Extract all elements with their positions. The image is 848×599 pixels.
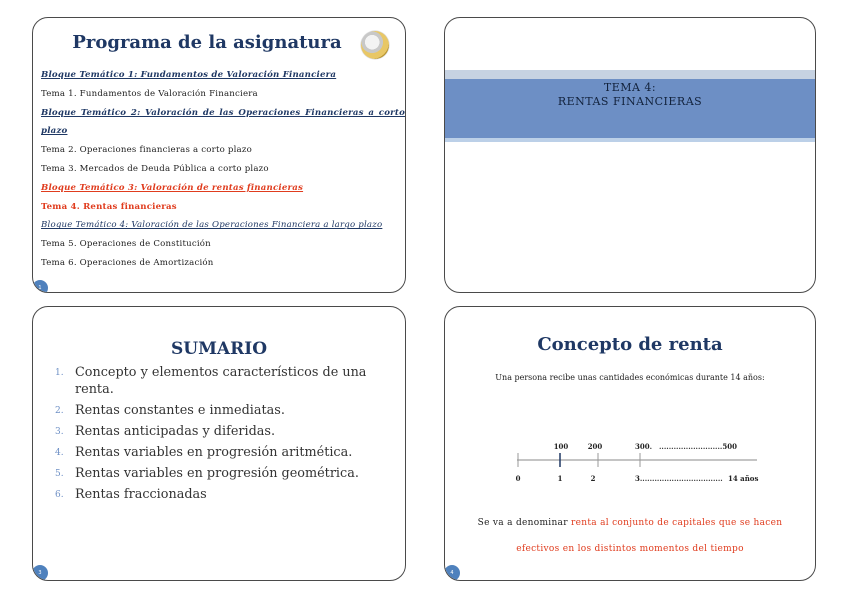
definition-line1 bbox=[445, 518, 815, 528]
period-label: 14 años bbox=[728, 474, 759, 483]
summary-item bbox=[55, 402, 385, 419]
amount-label: ..........................500 bbox=[659, 442, 737, 451]
item-number: 4. bbox=[55, 448, 64, 458]
block-heading-continuation: plazo bbox=[41, 126, 68, 137]
period-label: 1 bbox=[557, 474, 563, 483]
definition-highlight: renta al conjunto de capitales que se hacen bbox=[571, 518, 783, 528]
item-number: 3. bbox=[55, 427, 64, 437]
slide-number: 1 bbox=[32, 280, 48, 293]
item-text: Rentas fraccionadas bbox=[75, 487, 207, 502]
summary-item bbox=[55, 486, 385, 503]
slide-number: 4 bbox=[444, 565, 460, 581]
slide-3[interactable] bbox=[32, 306, 406, 581]
item-text: Rentas constantes e inmediatas. bbox=[75, 403, 285, 418]
intro-text: Una persona recibe unas cantidades económicas durante 14 años: bbox=[495, 373, 765, 382]
item-number: 5. bbox=[55, 469, 64, 479]
slide-number: 3 bbox=[32, 565, 48, 581]
block-heading: Bloque Temático 2: Valoración de las Operaciones Financieras a corto bbox=[41, 107, 405, 118]
summary-item bbox=[55, 444, 385, 461]
period-label: 3.................................. bbox=[635, 474, 723, 483]
topic-item: Tema 3. Mercados de Deuda Pública a corto plazo bbox=[41, 163, 269, 174]
slide-title: Programa de la asignatura bbox=[72, 32, 342, 53]
item-number: 6. bbox=[55, 490, 64, 500]
item-text: Concepto y elementos característicos de una renta. bbox=[75, 365, 367, 397]
band-top-stripe bbox=[445, 70, 815, 79]
item-number: 2. bbox=[55, 406, 64, 416]
summary-item bbox=[55, 465, 385, 482]
topic-item: Tema 5. Operaciones de Constitución bbox=[41, 239, 211, 250]
topic-item: Tema 6. Operaciones de Amortización bbox=[41, 257, 214, 268]
item-number: 1. bbox=[55, 368, 64, 378]
definition-plain: Se va a denominar bbox=[477, 518, 571, 528]
slide-4[interactable] bbox=[444, 306, 816, 581]
amount-label: 300. bbox=[635, 442, 653, 451]
definition-line2: efectivos en los distintos momentos del tiempo bbox=[516, 544, 744, 554]
slide-title: SUMARIO bbox=[171, 339, 267, 359]
period-label: 0 bbox=[515, 474, 521, 483]
summary-item bbox=[55, 364, 385, 398]
block-heading: Bloque Temático 4: Valoración de las Operaciones Financiera a largo plazo bbox=[41, 220, 383, 231]
item-text: Rentas variables en progresión geométrica. bbox=[75, 466, 359, 481]
topic-item-highlighted: Tema 4. Rentas financieras bbox=[41, 201, 177, 212]
slide-title: Concepto de renta bbox=[537, 334, 723, 355]
amount-label: 200 bbox=[587, 442, 603, 451]
slide-1[interactable] bbox=[32, 17, 406, 293]
program-list bbox=[41, 66, 405, 273]
block-heading-highlighted: Bloque Temático 3: Valoración de rentas financieras bbox=[41, 182, 304, 193]
slide-title-line1: TEMA 4: bbox=[603, 81, 657, 94]
band-bottom-stripe bbox=[445, 138, 815, 142]
period-label: 2 bbox=[590, 474, 596, 483]
topic-item: Tema 1. Fundamentos de Valoración Financiera bbox=[41, 88, 258, 99]
slide-2[interactable] bbox=[444, 17, 816, 293]
item-text: Rentas anticipadas y diferidas. bbox=[75, 424, 276, 439]
coin-logo-icon bbox=[361, 31, 389, 59]
summary-item bbox=[55, 423, 385, 440]
slide-title-line2: RENTAS FINANCIERAS bbox=[557, 95, 703, 108]
timeline-diagram bbox=[445, 427, 816, 497]
item-text: Rentas variables en progresión aritmética. bbox=[75, 445, 353, 460]
topic-item: Tema 2. Operaciones financieras a corto plazo bbox=[41, 145, 252, 156]
block-heading: Bloque Temático 1: Fundamentos de Valoración Financiera bbox=[41, 70, 337, 80]
amount-label: 100 bbox=[553, 442, 569, 451]
summary-list bbox=[55, 364, 385, 507]
